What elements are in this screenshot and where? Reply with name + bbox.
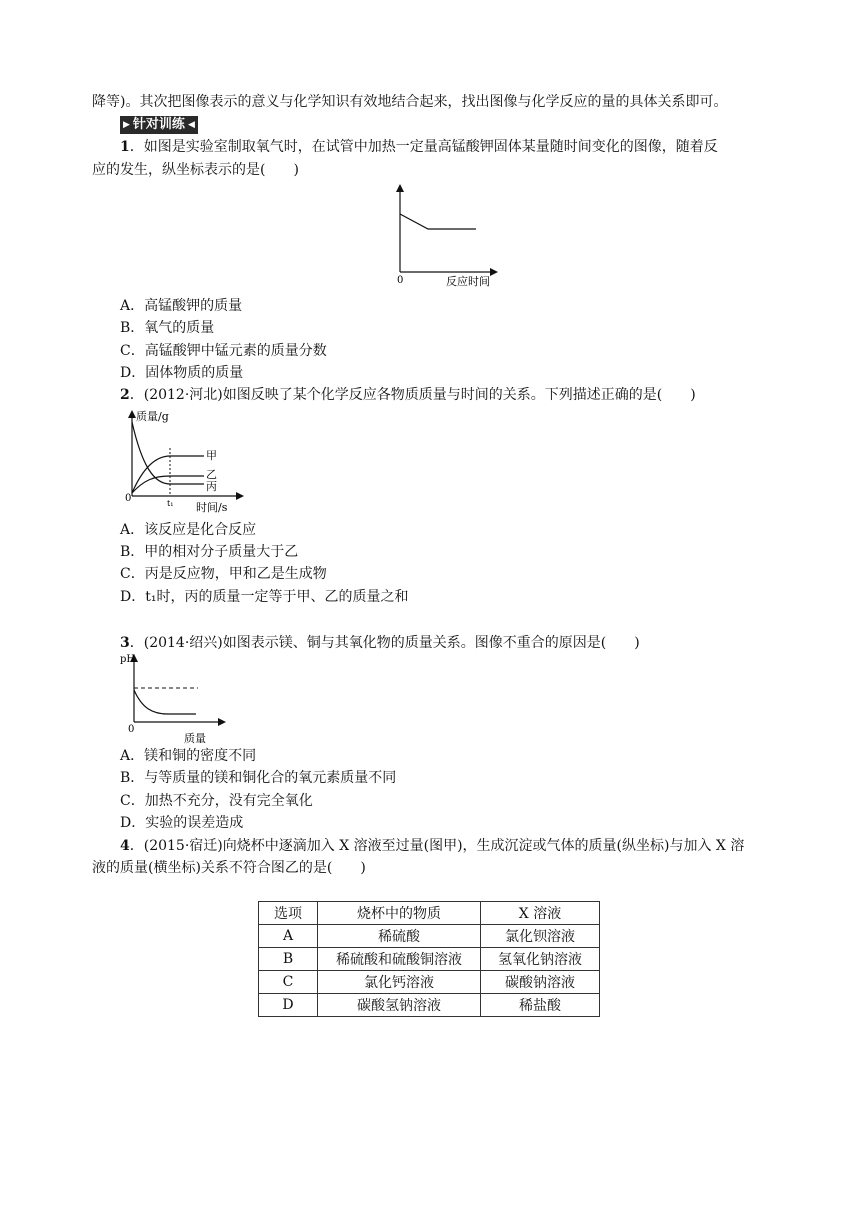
q2-text-line1: ．(2012·河北)如图反映了某个化学反应各物质质量与时间的关系。下列描述正确的是( ): [129, 387, 696, 403]
q2-y-arrow: [128, 410, 136, 418]
q1-curve: [400, 214, 476, 229]
q1-line2: 应的发生，纵坐标表示的是( ): [92, 162, 299, 178]
q2-option-b: B．甲的相对分子质量大于乙: [120, 544, 299, 560]
q3-x-arrow: [218, 718, 226, 726]
q2-option-a: A．该反应是化合反应: [120, 522, 257, 538]
q4-options-table: [258, 901, 600, 1017]
q2-x-label: 时间/s: [196, 501, 228, 514]
q3-option-a: A．镁和铜的密度不同: [120, 748, 257, 764]
table-cell: C: [259, 971, 318, 994]
q2-origin-label: 0: [125, 493, 132, 504]
table-cell: 稀硫酸: [318, 925, 481, 948]
q2-y-label: 质量/g: [136, 410, 169, 423]
table-header-cell: X 溶液: [481, 902, 600, 925]
q1-number: 1: [120, 139, 130, 155]
q4-text-line1: ．(2015·宿迁)向烧杯中逐滴加入 X 溶液至过量(图甲)，生成沉淀或气体的质量(纵坐标)与加入 X 溶: [129, 838, 745, 854]
q1-option-d: D．固体物质的质量: [120, 365, 244, 381]
q3-text-line1: ．(2014·绍兴)如图表示镁、铜与其氧化物的质量关系。图像不重合的原因是( ): [129, 635, 640, 651]
table-cell: 氢氧化钠溶液: [481, 948, 600, 971]
table-cell: 氯化钡溶液: [481, 925, 600, 948]
q3-origin-label: 0: [128, 724, 135, 735]
q3-x-label: 质量: [184, 732, 206, 745]
table-row: [259, 994, 600, 1017]
table-header-row: [259, 902, 600, 925]
q2-x-arrow: [236, 492, 244, 500]
triangle-right-icon: ▶: [123, 120, 130, 130]
table-cell: D: [259, 994, 318, 1017]
q4-line1: [120, 836, 744, 856]
q1-graph: [390, 182, 500, 292]
table-row: [259, 925, 600, 948]
table-cell: 稀硫酸和硫酸铜溶液: [318, 948, 481, 971]
q3-option-d: D．实验的误差造成: [120, 815, 244, 831]
table-row: [259, 948, 600, 971]
table-cell: 碳酸钠溶液: [481, 971, 600, 994]
q1-origin-label: 0: [397, 275, 404, 286]
section-badge-label: 针对训练: [132, 117, 185, 132]
q2-curve-jia: [132, 456, 204, 493]
triangle-left-icon: ◀: [187, 120, 195, 130]
q1-x-arrow: [490, 268, 498, 276]
q1-text-line1: ．如图是实验室制取氧气时，在试管中加热一定量高锰酸钾固体某量随时间变化的图像，随着反: [129, 139, 718, 155]
q1-line1: [120, 137, 718, 157]
q2-series-yi-label: 乙: [206, 468, 217, 481]
q2-t1-label: t₁: [167, 499, 174, 508]
table-cell: 碳酸氢钠溶液: [318, 994, 481, 1017]
q1-option-c: C．高锰酸钾中锰元素的质量分数: [120, 343, 327, 359]
q2-option-c: C．丙是反应物，甲和乙是生成物: [120, 566, 327, 582]
section-badge: [120, 116, 198, 134]
table-row: [259, 971, 600, 994]
table-cell: 氯化钙溶液: [318, 971, 481, 994]
q2-curve-bing: [132, 422, 204, 484]
q2-graph: [122, 408, 252, 514]
q3-option-b: B．与等质量的镁和铜化合的氧元素质量不同: [120, 770, 397, 786]
q2-series-jia-label: 甲: [206, 449, 217, 462]
intro-tail-text: 降等)。其次把图像表示的意义与化学知识有效地结合起来，找出图像与化学反应的量的具体关系即可。: [92, 94, 728, 110]
q2-series-bing-label: 丙: [206, 480, 217, 493]
q3-number: 3: [120, 635, 130, 651]
q3-y-label: pH: [120, 654, 136, 665]
q4-number: 4: [120, 838, 130, 854]
table-cell: A: [259, 925, 318, 948]
q3-curve: [134, 690, 196, 714]
q2-option-d: D．t₁时，丙的质量一定等于甲、乙的质量之和: [120, 589, 409, 605]
q3-graph: [118, 650, 228, 746]
q1-option-a: A．高锰酸钾的质量: [120, 298, 243, 314]
table-header-cell: 烧杯中的物质: [318, 902, 481, 925]
q1-option-b: B．氧气的质量: [120, 320, 215, 336]
q2-number: 2: [120, 387, 130, 403]
table-cell: B: [259, 948, 318, 971]
table-header-cell: 选项: [259, 902, 318, 925]
q2-line1: [120, 385, 696, 405]
q1-x-label: 反应时间: [446, 275, 490, 288]
q1-y-arrow: [396, 184, 404, 192]
table-cell: 稀盐酸: [481, 994, 600, 1017]
q3-option-c: C．加热不充分，没有完全氧化: [120, 793, 313, 809]
q4-line2: 液的质量(横坐标)关系不符合图乙的是( ): [92, 860, 366, 876]
